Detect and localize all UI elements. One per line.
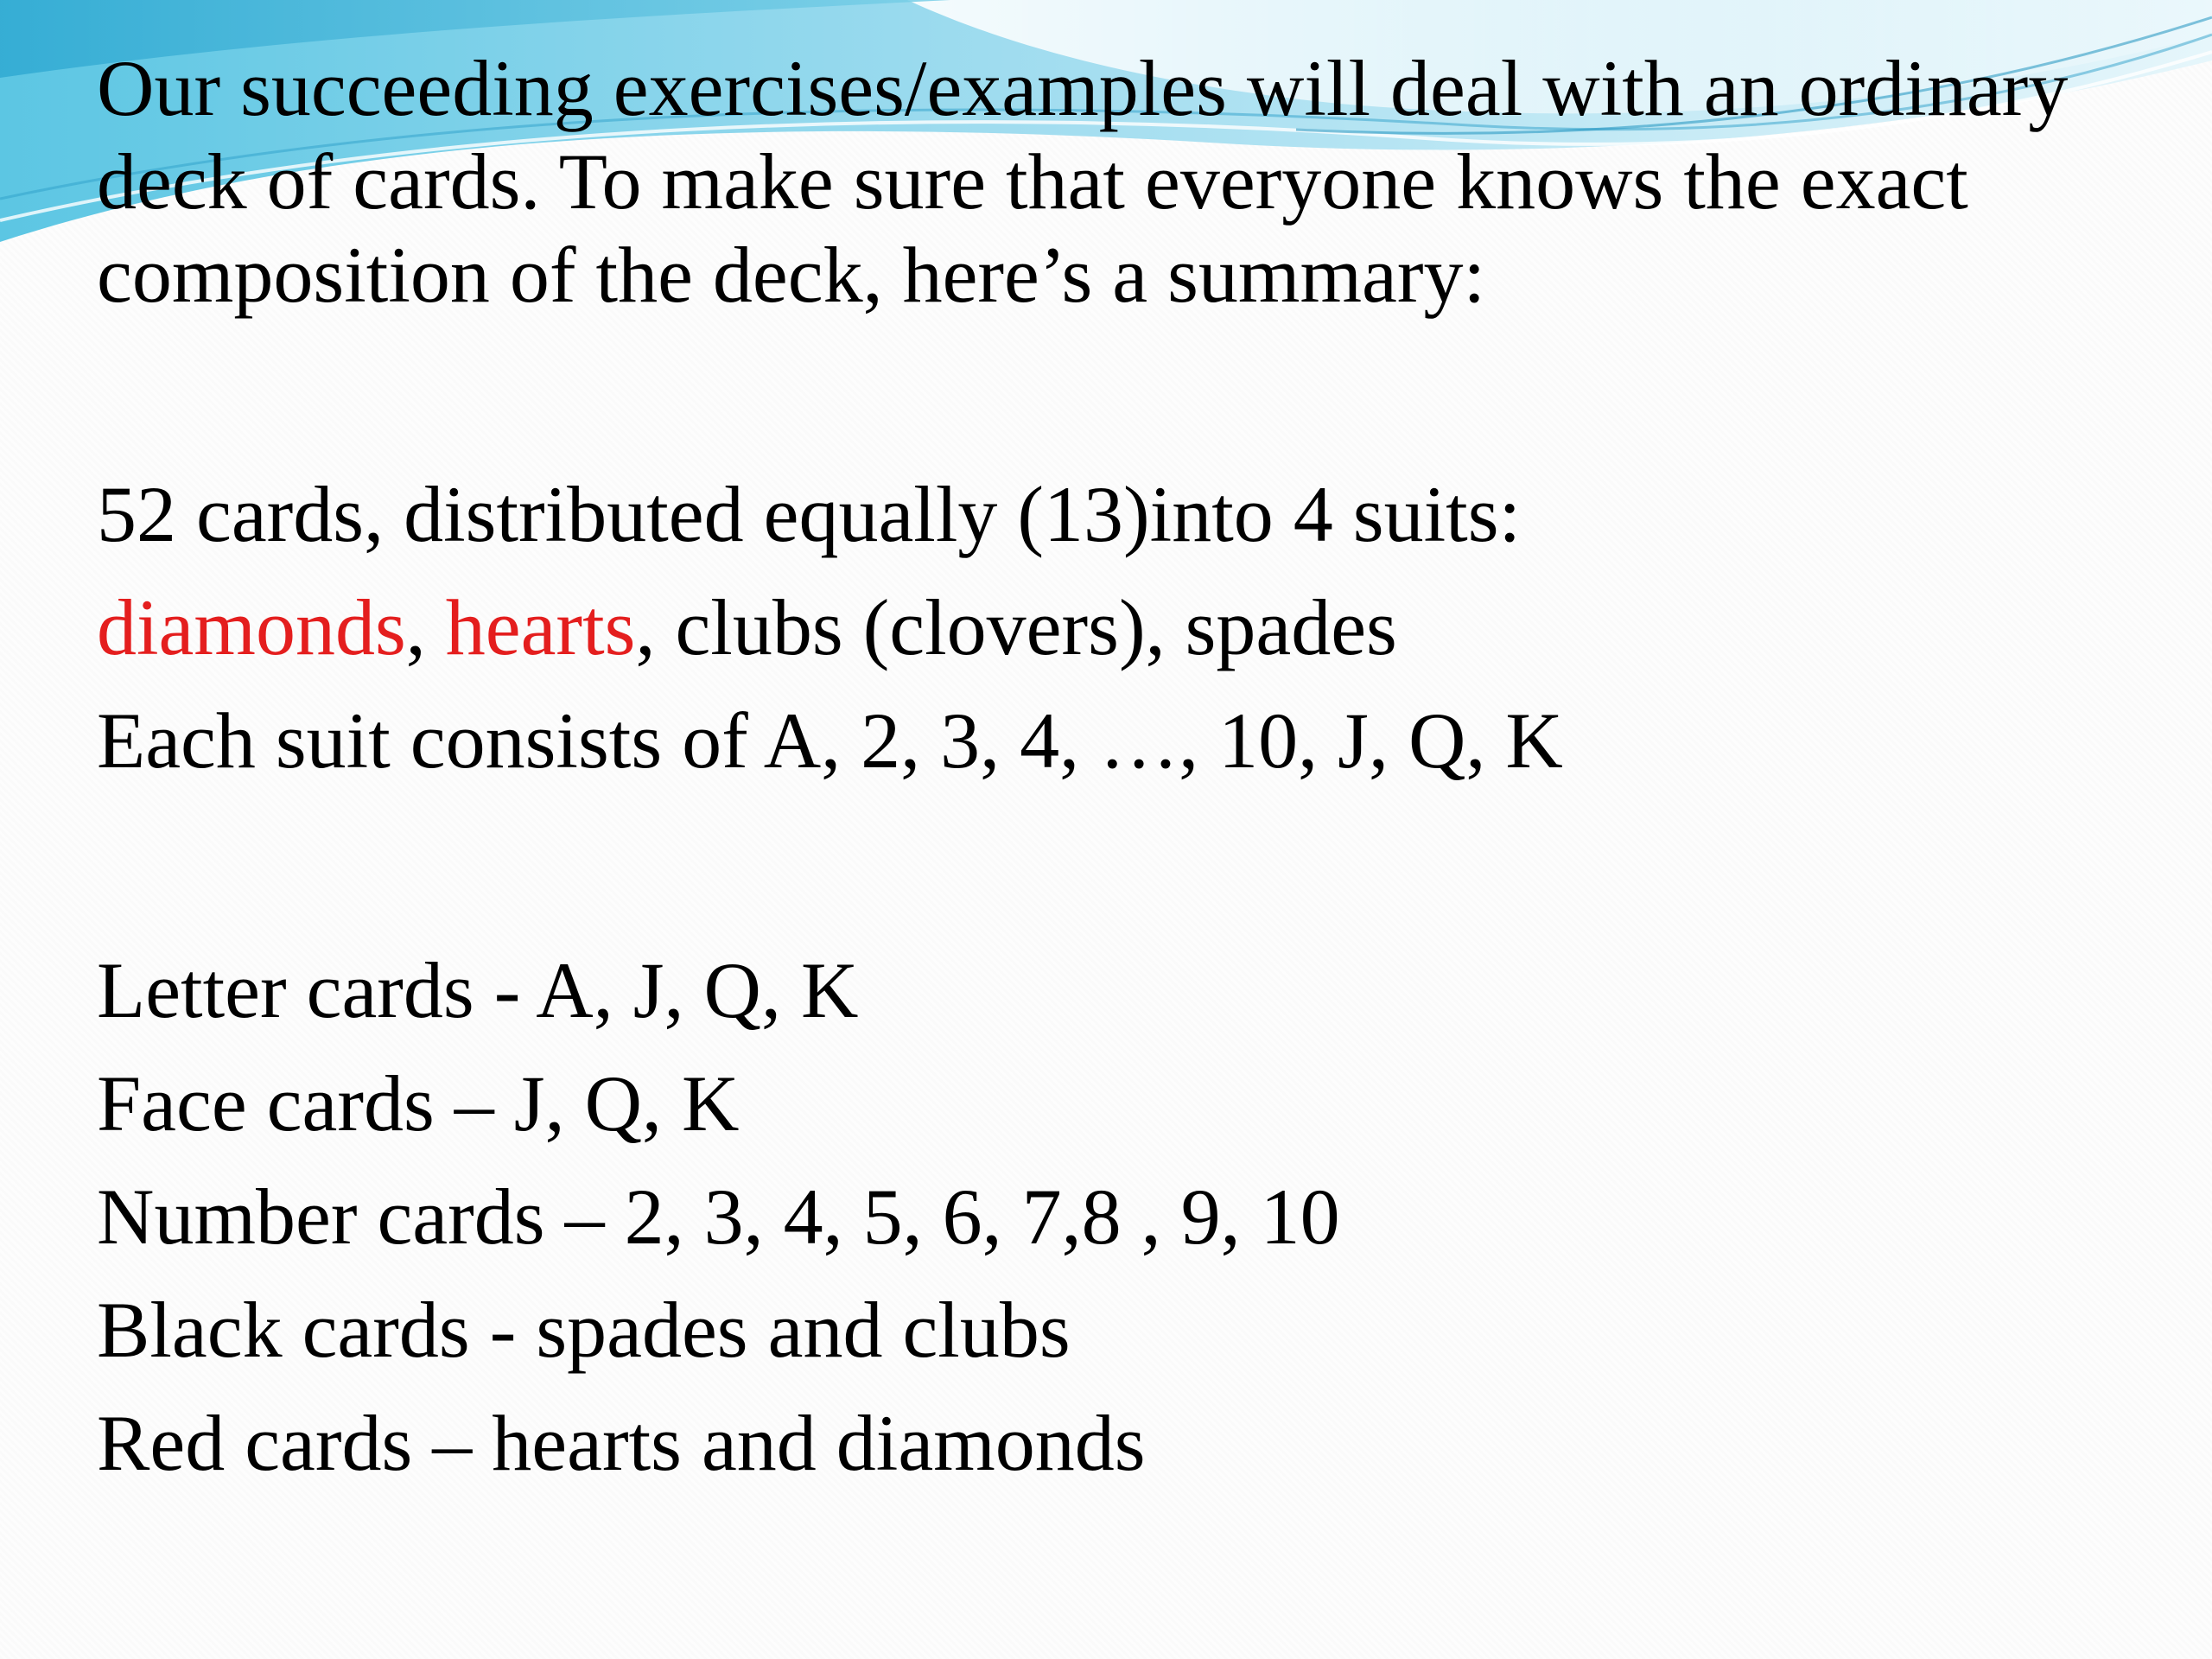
suit-diamonds: diamonds [97,583,406,671]
spacer [97,321,2084,458]
deck-composition-line: 52 cards, distributed equally (13)into 4 suits: [97,470,1522,558]
spacer [97,798,2084,934]
suit-separator: , [405,583,446,671]
number-cards-line: Number cards – 2, 3, 4, 5, 6, 7,8 , 9, 10 [97,1173,1340,1261]
black-cards-line: Black cards - spades and clubs [97,1286,1071,1374]
suit-hearts: hearts [445,583,636,671]
suit-others: , clubs (clovers), spades [635,583,1397,671]
red-cards-line: Red cards – hearts and diamonds [97,1399,1146,1487]
intro-paragraph: Our succeeding exercises/examples will deal with an ordinary deck of cards. To make sure that everyone knows the exact composition of the deck, here’s a summary: [97,44,2069,319]
suit-contents-line: Each suit consists of A, 2, 3, 4, …, 10, J, Q, K [97,696,1563,785]
face-cards-line: Face cards – J, Q, K [97,1059,740,1147]
letter-cards-line: Letter cards - A, J, Q, K [97,946,859,1034]
suits-line [97,571,2084,684]
slide-body [97,41,2084,1500]
